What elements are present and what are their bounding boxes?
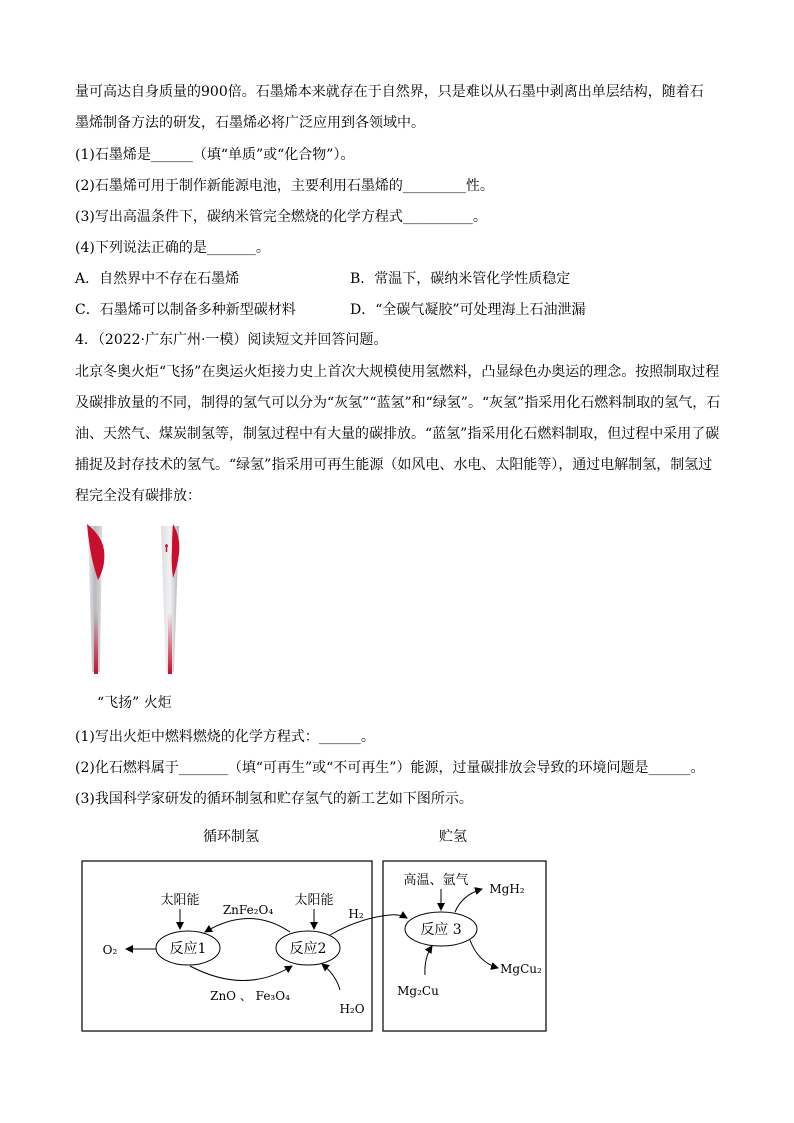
h2o-label: H₂O: [339, 1002, 365, 1016]
h2o-arrow: [322, 964, 340, 990]
question-item: (2)化石燃料属于_______（填“可再生”或“不可再生”）能源，过量碳排放会导致的环境问题是______。: [75, 760, 705, 776]
h2-arrow: [330, 915, 407, 935]
paragraph-line: 油、天然气、煤炭制氢等，制氢过程中有大量的碳排放。“蓝氢”指采用化石燃料制取，但过程中采用了碳: [75, 426, 720, 442]
reaction1-label: 反应1: [169, 941, 207, 957]
question-header: 4．（2022·广东广州·一模）阅读短文并回答问题。: [75, 332, 388, 348]
question-item: (1)石墨烯是______（填“单质”或“化合物”）。: [75, 147, 355, 163]
o2-label: O₂: [102, 943, 118, 957]
znfe2o4-arrow: [205, 919, 290, 933]
paragraph-line: 北京冬奥火炬“飞扬”在奥运火炬接力史上首次大规模使用氢燃料，凸显绿色办奥运的理念。按照制取过程: [75, 364, 720, 380]
mg2cu-label: Mg₂Cu: [397, 984, 439, 998]
option-d: D．“全碳气凝胶”可处理海上石油泄漏: [350, 302, 586, 318]
cycle-box: [82, 861, 372, 1031]
high-temp-argon-label: 高温、氩气: [403, 873, 469, 888]
mgcu2-label: MgCu₂: [500, 962, 542, 976]
option-a: A．自然界中不存在石墨烯: [75, 271, 240, 287]
option-b: B．常温下，碳纳米管化学性质稳定: [350, 271, 571, 287]
diagram-title-cycle: 循环制氢: [203, 829, 259, 845]
reaction2-label: 反应2: [289, 941, 327, 957]
reaction3-label: 反应 3: [420, 922, 462, 938]
mgcu2-arrow: [470, 940, 498, 968]
option-c: C．石墨烯可以制备多种新型碳材料: [75, 302, 296, 318]
mg2cu-arrow: [425, 946, 432, 975]
h2-label: H₂: [348, 907, 364, 921]
mgh2-arrow: [455, 889, 482, 912]
question-item: (4)下列说法正确的是_______。: [75, 240, 270, 256]
paragraph-line: 量可高达自身质量的900倍。石墨烯本来就存在于自然界，只是难以从石墨中剥离出单层结构，随着石: [75, 84, 704, 100]
zno-fe3o4-arrow: [190, 966, 292, 981]
question-item: (3)我国科学家研发的循环制氢和贮存氢气的新工艺如下图所示。: [75, 791, 473, 807]
zno-fe3o4-label: ZnO 、 Fe₃O₄: [210, 989, 290, 1003]
znfe2o4-label: ZnFe₂O₄: [222, 903, 274, 917]
paragraph-line: 及碳排放量的不同，制得的氢气可以分为“灰氢”“蓝氢”和“绿氢”。“灰氢”指采用化石燃料制取的氢气，石: [75, 395, 721, 411]
diagram-title-storage: 贮氢: [439, 829, 467, 845]
torch-caption: “飞扬” 火炬: [97, 695, 172, 711]
paragraph-line: 墨烯制备方法的研发，石墨烯必将广泛应用到各领域中。: [75, 115, 425, 131]
solar-label-2: 太阳能: [294, 893, 334, 908]
question-item: (2)石墨烯可用于制作新能源电池，主要利用石墨烯的_________性。: [75, 178, 494, 194]
question-item: (1)写出火炬中燃料燃烧的化学方程式：______。: [75, 729, 375, 745]
paragraph-line: 捕捉及封存技术的氢气。“绿氢”指采用可再生能源（如风电、水电、太阳能等），通过电解制氢，制氢过: [75, 457, 713, 473]
paragraph-line: 程完全没有碳排放：: [75, 488, 201, 504]
question-item: (3)写出高温条件下，碳纳米管完全燃烧的化学方程式__________。: [75, 209, 487, 225]
solar-label-1: 太阳能: [160, 893, 200, 908]
mgh2-label: MgH₂: [489, 882, 525, 896]
